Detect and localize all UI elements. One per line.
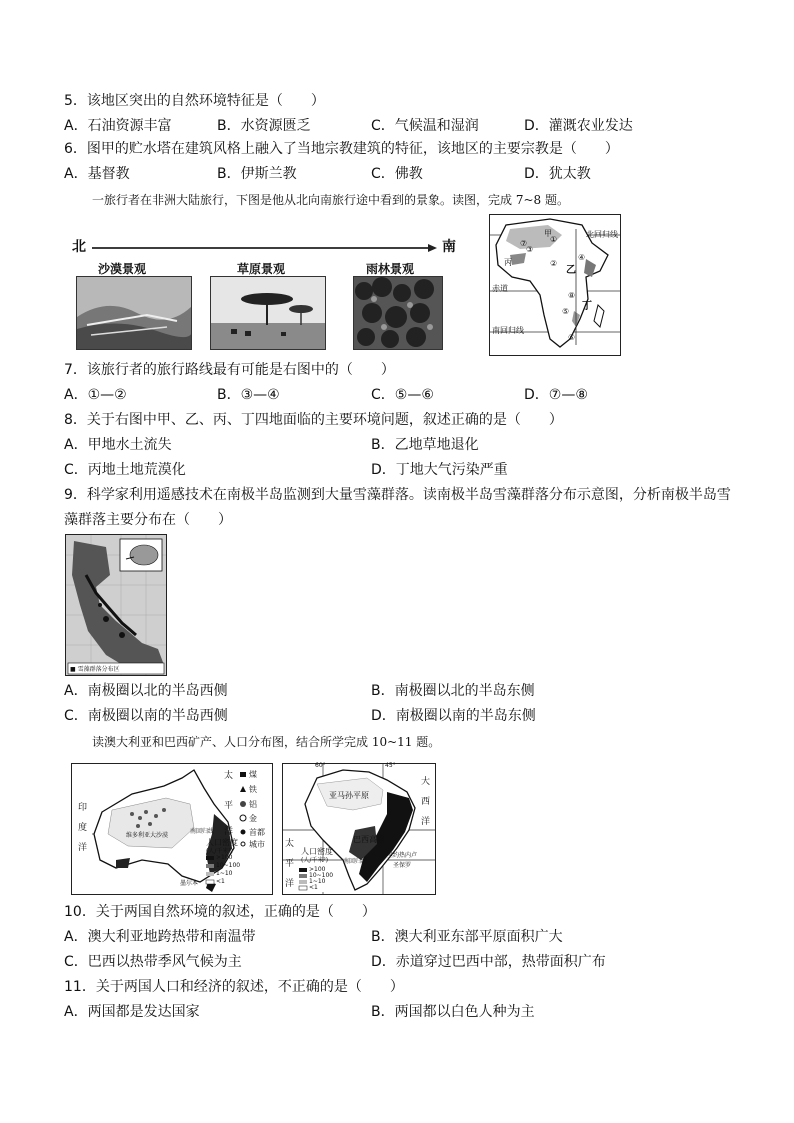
brazil-ocean-right-1: 大 xyxy=(421,777,431,787)
brazil-city2-label: 圣保罗 xyxy=(393,862,412,869)
brazil-ocean-right-3: 洋 xyxy=(421,817,431,827)
aus-density-class-4: <1 xyxy=(216,878,225,885)
q11-stem: 11．关于两国人口和经济的叙述，不正确的是（ ） xyxy=(64,979,404,995)
map-label-yi: 乙 xyxy=(566,265,576,276)
aus-density-class-3: 1~10 xyxy=(216,870,233,877)
brazil-lon-45: 45° xyxy=(385,762,396,769)
savanna-photo xyxy=(210,276,326,350)
brazil-density-class-4: <1 xyxy=(309,884,318,891)
brazil-density-class-1: >100 xyxy=(309,866,326,873)
q7-option-c: C．⑤—⑥ xyxy=(371,387,434,403)
q6-option-c: C．佛教 xyxy=(371,166,423,182)
q9-option-d: D．南极圈以南的半岛东侧 xyxy=(371,708,536,724)
aus-legend-capital: 首都 xyxy=(249,828,265,837)
aus-tropic-label: 南回归线 xyxy=(190,828,215,835)
q5-option-d: D．灌溉农业发达 xyxy=(524,118,633,134)
intro-7-8: 一旅行者在非洲大陆旅行，下图是他从北向南旅行途中看到的景象。读图，完成 7~8 题。 xyxy=(92,193,569,207)
aus-legend-aluminum: 铝 xyxy=(249,800,257,809)
map-label-tropic-north: 北回归线 xyxy=(586,230,618,239)
aus-density-class-2: 10~100 xyxy=(216,862,241,869)
q10-stem: 10．关于两国自然环境的叙述，正确的是（ ） xyxy=(64,904,376,920)
aus-legend-iron: 铁 xyxy=(249,785,257,794)
south-label: 南 xyxy=(442,239,456,255)
aus-city-label: 墨尔本 xyxy=(180,880,199,887)
aus-ocean-right-2: 平 xyxy=(224,801,234,811)
aus-density-title: 人口密度 xyxy=(206,838,238,847)
aus-desert-label: 维多利亚大沙漠 xyxy=(126,832,169,839)
q10-option-a: A．澳大利亚地跨热带和南温带 xyxy=(64,929,256,945)
map-num-7: ⑦ xyxy=(520,239,528,248)
map-num-1: ① xyxy=(550,235,558,244)
q7-option-a: A．①—② xyxy=(64,387,127,403)
brazil-ocean-left-3: 洋 xyxy=(285,879,295,889)
brazil-density-unit: (人/千米²) xyxy=(301,857,329,864)
q9-option-a: A．南极圈以北的半岛西侧 xyxy=(64,683,228,699)
q6-option-b: B．伊斯兰教 xyxy=(217,166,297,182)
aus-ocean-left-2: 度 xyxy=(78,823,88,833)
antarctic-peninsula-map xyxy=(65,534,167,676)
africa-map xyxy=(489,214,621,356)
aus-density-class-1: >100 xyxy=(216,854,233,861)
caption-rainforest: 雨林景观 xyxy=(366,262,415,276)
q8-option-b: B．乙地草地退化 xyxy=(371,437,479,453)
map-label-ding: 丁 xyxy=(582,301,592,312)
q9-stem-line2: 藻群落主要分布在（ ） xyxy=(64,512,232,528)
aus-ocean-left-3: 洋 xyxy=(78,843,88,853)
q7-option-b: B．③—④ xyxy=(217,387,280,403)
q9-stem-line1: 9．科学家利用遥感技术在南极半岛监测到大量雪藻群落。读南极半岛雪藻群落分布示意图，分析南极半岛雪 xyxy=(64,487,731,503)
caption-savanna: 草原景观 xyxy=(237,262,286,276)
map-label-bing: 丙 xyxy=(504,258,512,267)
q10-option-b: B．澳大利亚东部平原面积广大 xyxy=(371,929,563,945)
snow-algae-legend: ■ 雪藻群落分布区 xyxy=(70,666,120,673)
map-num-3: ③ xyxy=(526,245,534,254)
brazil-density-title: 人口密度 xyxy=(301,847,333,856)
q11-option-a: A．两国都是发达国家 xyxy=(64,1004,200,1020)
map-label-tropic-south: 南回归线 xyxy=(492,326,524,335)
brazil-plateau-label: 巴西高原 xyxy=(353,835,385,844)
brazil-map xyxy=(282,763,436,895)
brazil-tropic-label: 南回归线 xyxy=(343,858,368,865)
aus-ocean-right-3: 洋 xyxy=(224,827,234,837)
brazil-ocean-left-2: 平 xyxy=(285,859,295,869)
q5-option-c: C．气候温和湿润 xyxy=(371,118,479,134)
q8-option-d: D．丁地大气污染严重 xyxy=(371,462,508,478)
map-num-4: ④ xyxy=(578,253,586,262)
intro-10-11: 读澳大利亚和巴西矿产、人口分布图，结合所学完成 10~11 题。 xyxy=(92,735,441,749)
q5-option-a: A．石油资源丰富 xyxy=(64,118,172,134)
q8-option-a: A．甲地水土流失 xyxy=(64,437,172,453)
q8-stem: 8．关于右图中甲、乙、丙、丁四地面临的主要环境问题，叙述正确的是（ ） xyxy=(64,412,563,428)
aus-legend-city: 城市 xyxy=(249,840,265,849)
aus-ocean-left-1: 印 xyxy=(78,803,88,813)
q8-option-c: C．丙地土地荒漠化 xyxy=(64,462,186,478)
brazil-ocean-left-1: 太 xyxy=(285,839,295,849)
australia-map xyxy=(71,763,273,895)
rainforest-photo xyxy=(353,276,443,350)
map-num-2: ② xyxy=(550,259,558,268)
caption-desert: 沙漠景观 xyxy=(98,262,147,276)
brazil-city-label: 里约热内卢 xyxy=(387,852,418,859)
q7-stem: 7．该旅行者的旅行路线最有可能是右图中的（ ） xyxy=(64,362,395,378)
q6-stem: 6．图甲的贮水塔在建筑风格上融入了当地宗教建筑的特征，该地区的主要宗教是（ ） xyxy=(64,141,619,157)
map-label-jia: 甲 xyxy=(544,229,552,238)
q6-option-d: D．犹太教 xyxy=(524,166,591,182)
q5-stem: 5．该地区突出的自然环境特征是（ ） xyxy=(64,93,325,109)
q10-option-d: D．赤道穿过巴西中部，热带面积广布 xyxy=(371,954,606,970)
north-label: 北 xyxy=(72,239,86,255)
q10-option-c: C．巴西以热带季风气候为主 xyxy=(64,954,242,970)
map-num-5: ⑤ xyxy=(562,307,570,316)
brazil-density-class-2: 10~100 xyxy=(309,872,334,879)
aus-density-unit: (人/千米²) xyxy=(206,848,234,855)
landscape-figure xyxy=(72,232,462,352)
q5-option-b: B．水资源匮乏 xyxy=(217,118,311,134)
desert-photo xyxy=(76,276,192,350)
aus-ocean-right-1: 太 xyxy=(224,771,234,781)
brazil-ocean-right-2: 西 xyxy=(421,797,431,807)
q7-option-d: D．⑦—⑧ xyxy=(524,387,588,403)
north-south-arrow xyxy=(92,244,437,252)
brazil-plain-label: 亚马孙平原 xyxy=(329,791,369,800)
map-num-6: ⑥ xyxy=(568,333,576,342)
q11-option-b: B．两国都以白色人种为主 xyxy=(371,1004,535,1020)
q9-option-b: B．南极圈以北的半岛东侧 xyxy=(371,683,535,699)
brazil-density-class-3: 1~10 xyxy=(309,878,326,885)
map-num-8: ⑧ xyxy=(568,291,576,300)
map-label-equator: 赤道 xyxy=(492,284,508,293)
aus-legend-gold: 金 xyxy=(249,814,257,823)
q9-option-c: C．南极圈以南的半岛西侧 xyxy=(64,708,228,724)
brazil-lon-60: 60° xyxy=(315,762,326,769)
q6-option-a: A．基督教 xyxy=(64,166,130,182)
aus-legend-coal: 煤 xyxy=(249,770,257,779)
